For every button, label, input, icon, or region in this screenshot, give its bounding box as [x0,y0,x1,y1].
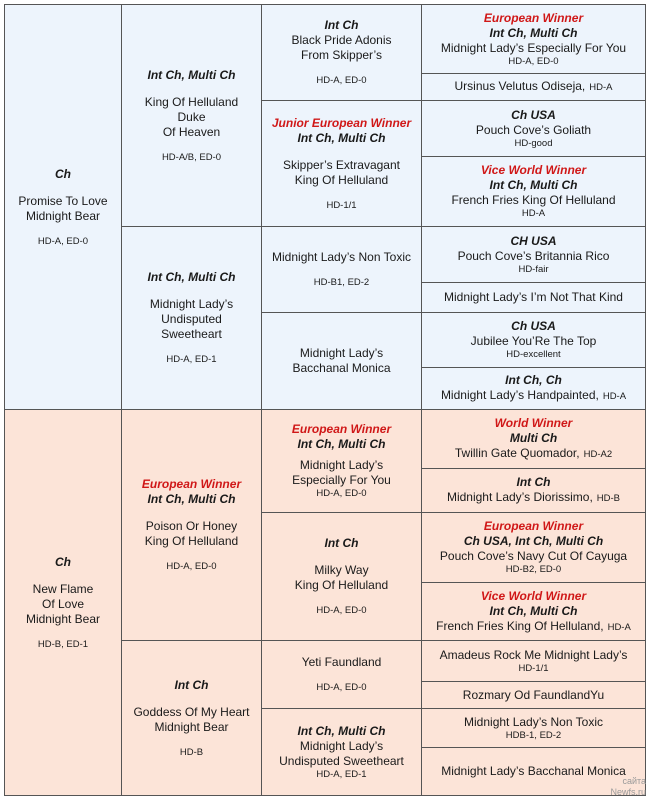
name: Midnight Lady’s Diorissimo, [446,490,593,504]
name-line: Of Love [41,596,85,611]
name-line: Midnight Bear [154,719,229,734]
title: Ch [55,166,71,181]
name: Midnight Lady’s Non Toxic [464,714,603,729]
name-line: Midnight Bear [25,611,101,626]
name-line: Midnight Lady’s [299,458,384,472]
title: Int Ch, Ch [505,373,562,387]
pedigree-sss [261,4,422,101]
pedigree-sd [121,226,262,410]
name-line: Black Pride Adonis [291,33,392,47]
health: HD-A [607,621,631,633]
name: Pouch Cove’s Navy Cut Of Cayuga [439,549,628,563]
health: HD-excellent [506,349,561,360]
pedigree-sdd [261,312,422,410]
name-line: Milky Way [314,563,369,577]
name-line: Midnight Lady’s [299,346,384,360]
pedigree-ddsd [421,681,646,709]
title: Int Ch, Multi Ch [297,130,386,145]
health: HD-A/B, ED-0 [161,151,222,163]
name-line: Undisputed [161,312,222,326]
name: Ursinus Velutus Odiseja, [454,79,586,93]
name-line: Undisputed Sweetheart [279,753,404,768]
health: HD-B2, ED-0 [505,564,562,575]
name: Midnight Lady’s Especially For You [440,40,627,55]
name: Midnight Lady’s Handpainted, [440,388,599,402]
health: HD-A2 [583,449,613,460]
name: French Fries King Of Helluland, [436,618,604,633]
health: HD-A, ED-0 [508,55,559,67]
health: HD-B, ED-1 [37,638,89,650]
name-line: Bacchanal Monica [292,361,391,375]
watermark-line: Newfs.ru [610,787,646,797]
health: HD-A, ED-0 [37,235,89,247]
name: French Fries King Of Helluland [451,193,616,207]
pedigree-dss [261,409,422,513]
title: Int Ch [324,536,359,550]
name-line: Midnight Lady’s [149,297,234,311]
pedigree-dam [4,409,122,796]
health: HDB-1, ED-2 [505,729,562,741]
name-line: Poison Or Honey [145,519,238,533]
award: Junior European Winner [271,115,412,130]
pedigree-dd [121,640,262,796]
pedigree-sire [4,4,122,410]
health: HD-A [602,391,627,402]
name-line: Sweetheart [161,327,222,341]
pedigree-ddd [261,708,422,796]
health: HD-A, ED-0 [316,75,367,86]
pedigree-ssd [261,100,422,227]
pedigree-sdds [421,312,646,368]
health: HD-1/1 [326,199,357,211]
name: Midnight Lady’s Bacchanal Monica [441,764,626,778]
name: Midnight Lady’s I’m Not That Kind [444,290,623,304]
pedigree-ssdd [421,156,646,227]
name: Jubilee You’Re The Top [470,334,597,348]
name-line: Promise To Love [18,193,108,208]
title: Int Ch, Multi Ch [489,25,578,40]
title: Int Ch, Multi Ch [147,270,236,284]
health: HD-A, ED-1 [166,354,217,365]
health: HD-B [179,746,204,758]
health: HD-A, ED-0 [166,561,217,572]
name-line: King Of Helluland [144,534,239,548]
title: CH USA [510,233,557,248]
title: Int Ch, Multi Ch [147,492,236,506]
title: Multi Ch [509,431,558,445]
award: European Winner [141,477,242,491]
name: Pouch Cove’s Britannia Rico [457,248,610,263]
title: Int Ch, Multi Ch [147,67,236,82]
pedigree-sssd [421,73,646,101]
name: Midnight Lady’s Non Toxic [272,250,411,264]
title: Int Ch, Multi Ch [297,723,386,738]
pedigree-dds [261,640,422,709]
title: Int Ch, Multi Ch [489,178,578,192]
award: Vice World Winner [480,163,587,177]
award: European Winner [483,10,584,25]
title: Int Ch [516,475,551,489]
name: Yeti Faundland [301,655,382,669]
title: Int Ch [324,18,359,32]
name: Rozmary Od FaundlandYu [462,687,605,702]
health: HD-B1, ED-2 [313,277,370,288]
title: Int Ch [174,677,209,692]
title: Ch [55,554,71,569]
pedigree-dsd [261,512,422,641]
pedigree-ssss [421,4,646,74]
title: Ch USA [511,107,556,122]
pedigree-dsdd [421,582,646,641]
award: European Winner [483,519,584,533]
award: Vice World Winner [480,588,587,603]
pedigree-sddd [421,367,646,410]
health: HD-good [514,137,553,149]
name-line: From Skipper’s [301,48,382,62]
name-line: Midnight Lady’s [299,738,384,753]
name-line: Of Heaven [162,124,221,139]
name-line: Duke [177,109,206,124]
watermark [610,776,646,798]
watermark-line: сайта [622,776,646,786]
name-line: King Of Helluland [294,578,389,592]
pedigree-ddds [421,708,646,748]
health: HD-B [596,493,621,504]
health: HD-A [589,82,613,93]
title: Ch USA, Int Ch, Multi Ch [463,534,604,548]
name-line: King Of Helluland [294,172,389,187]
pedigree-dsds [421,512,646,583]
health: HD-1/1 [518,662,549,674]
health: HD-A, ED-0 [316,605,367,616]
health: HD-A, ED-0 [316,682,367,693]
pedigree-sdsd [421,282,646,313]
health: HD-A, ED-1 [316,768,367,780]
pedigree-dssd [421,468,646,513]
name-line: New Flame [32,581,94,596]
health: HD-fair [518,263,549,275]
name-line: Midnight Bear [25,208,101,223]
name-line: King Of Helluland [144,94,239,109]
pedigree-sds [261,226,422,313]
health: HD-A [521,208,546,219]
award: World Winner [494,416,573,430]
pedigree-ss [121,4,262,227]
pedigree-ssds [421,100,646,157]
name: Amadeus Rock Me Midnight Lady’s [439,647,628,662]
pedigree-dsss [421,409,646,469]
title: Ch USA [511,319,556,333]
award: European Winner [291,422,392,436]
title: Int Ch, Multi Ch [297,437,386,451]
name-line: Skipper’s Extravagant [283,157,400,172]
name: Twillin Gate Quomador, [454,446,580,460]
health: HD-A, ED-0 [316,488,367,499]
pedigree-sdss [421,226,646,283]
pedigree-ddss [421,640,646,682]
name: Pouch Cove’s Goliath [475,122,592,137]
title: Int Ch, Multi Ch [489,603,578,618]
name-line: Especially For You [292,473,391,487]
name-line: Goddess Of My Heart [133,704,250,719]
pedigree-ds [121,409,262,641]
